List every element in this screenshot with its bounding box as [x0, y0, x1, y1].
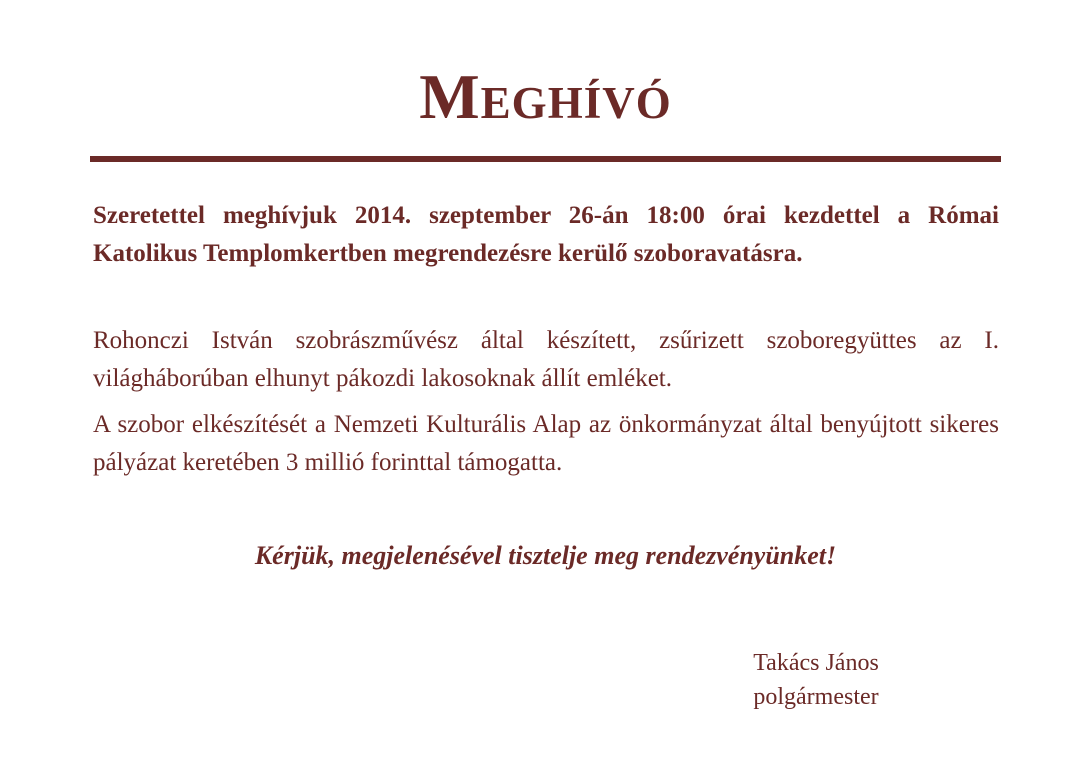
page-title: Meghívó — [419, 61, 672, 132]
description-paragraph: Rohonczi István szobrászművész által készített, zsűrizett szoboregyüttes az I. világháborúban elhunyt pákozdi lakosoknak állít emléket. — [93, 327, 999, 392]
signatory-role: polgármester — [753, 684, 879, 710]
intro-paragraph: Szeretettel meghívjuk 2014. szeptember 26-án 18:00 órai kezdettel a Római Katolikus Templomkertben megrendezésre kerülő szoboravatásra. — [93, 202, 999, 267]
signatory-name: Takács János — [753, 650, 879, 676]
title-divider — [90, 156, 1001, 162]
closing-line: Kérjük, megjelenésével tisztelje meg rendezvényünket! — [254, 541, 837, 570]
funding-paragraph: A szobor elkészítését a Nemzeti Kulturális Alap az önkormányzat által benyújtott sikeres pályázat keretében 3 millió forinttal támogatta. — [93, 411, 999, 476]
signature-block — [700, 646, 932, 714]
